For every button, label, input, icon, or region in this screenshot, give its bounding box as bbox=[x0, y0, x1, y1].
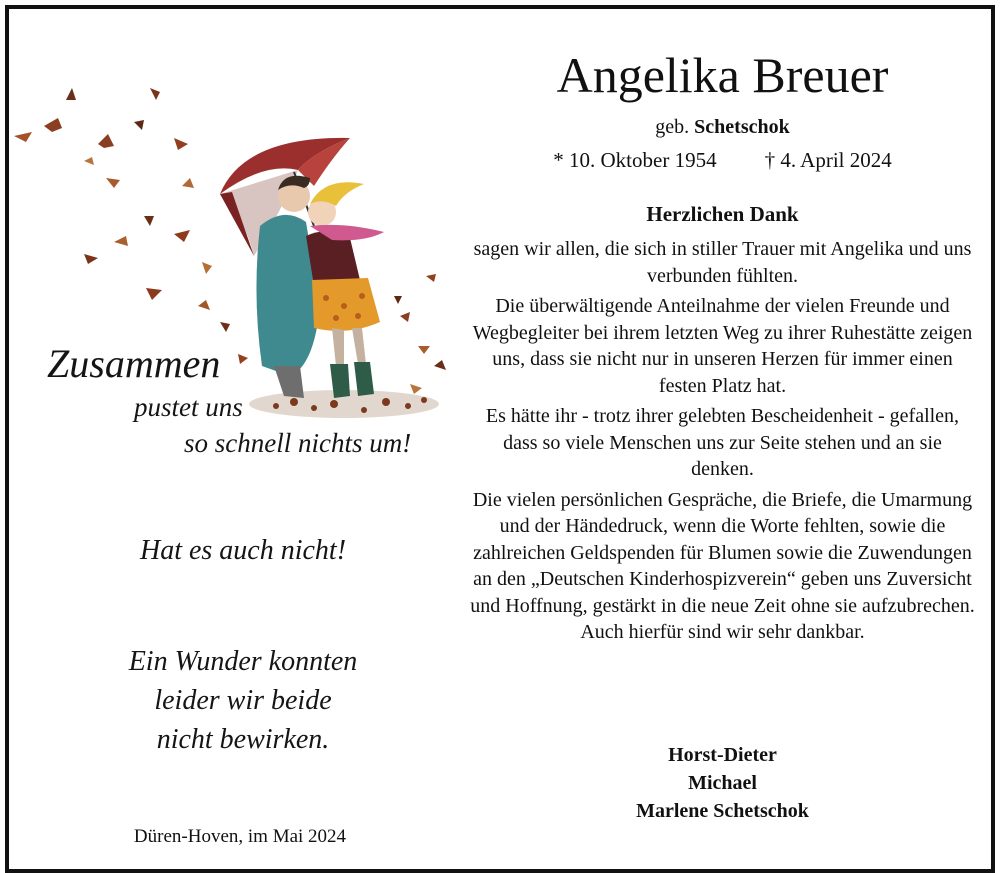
verse-line: leider wir beide bbox=[154, 685, 332, 716]
signer-name: Horst-Dieter bbox=[668, 744, 777, 766]
place-date: Düren-Hoven, im Mai 2024 bbox=[133, 826, 347, 847]
paragraph: Es hätte ihr - trotz ihrer gelebten Bescheidenheit - gefallen, dass so viele Menschen uns zur Seite stehen und an sie denken. bbox=[485, 405, 960, 480]
motto-line-1: pustet uns bbox=[134, 392, 243, 422]
thanks-text bbox=[470, 236, 975, 650]
birth-name-line bbox=[470, 116, 975, 139]
death-date: † 4. April 2024 bbox=[764, 148, 892, 172]
birth-name-prefix: geb. bbox=[655, 116, 690, 138]
life-dates bbox=[470, 148, 975, 173]
birth-name: Schetschok bbox=[694, 116, 790, 138]
signer-name: Michael bbox=[688, 772, 757, 794]
signers bbox=[470, 741, 975, 825]
couple-umbrella-illustration bbox=[14, 66, 466, 446]
motto-line-2: so schnell nichts um! bbox=[184, 428, 412, 458]
verse bbox=[0, 642, 486, 759]
paragraph: Auch hierfür sind wir sehr dankbar. bbox=[580, 621, 865, 643]
thanks-heading: Herzlichen Dank bbox=[646, 202, 799, 226]
paragraph: Die überwältigende Anteilnahme der vielen Freunde und Wegbegleiter bei ihrem letzten Weg zu ihrer Ruhestätte zeigen uns, dass sie nicht nur in unseren Herzen für immer einen festen Platz hat. bbox=[472, 295, 973, 397]
birth-date: * 10. Oktober 1954 bbox=[553, 148, 717, 172]
verse-line: nicht bewirken. bbox=[156, 724, 330, 755]
reply-line: Hat es auch nicht! bbox=[139, 535, 347, 566]
verse-line: Ein Wunder konnten bbox=[128, 646, 358, 677]
deceased-name: Angelika Breuer bbox=[556, 47, 889, 103]
signer-name: Marlene Schetschok bbox=[636, 800, 809, 822]
paragraph: Die vielen persönlichen Gespräche, die Briefe, die Umarmung und der Händedruck, wenn die Worte fehlten, sowie die zahlreichen Geldspenden für Blumen sowie die Zuwendungen an den „Deutschen Kinderhospizverein“ geben uns Zuversicht und Hoffnung, gestärkt in die neue Zeit ohne sie aufzubrechen. bbox=[470, 488, 975, 617]
motto-title: Zusammen bbox=[47, 341, 221, 386]
paragraph: sagen wir allen, die sich in stiller Trauer mit Angelika und uns verbunden fühlten. bbox=[473, 238, 972, 287]
woman-figure bbox=[306, 182, 384, 398]
